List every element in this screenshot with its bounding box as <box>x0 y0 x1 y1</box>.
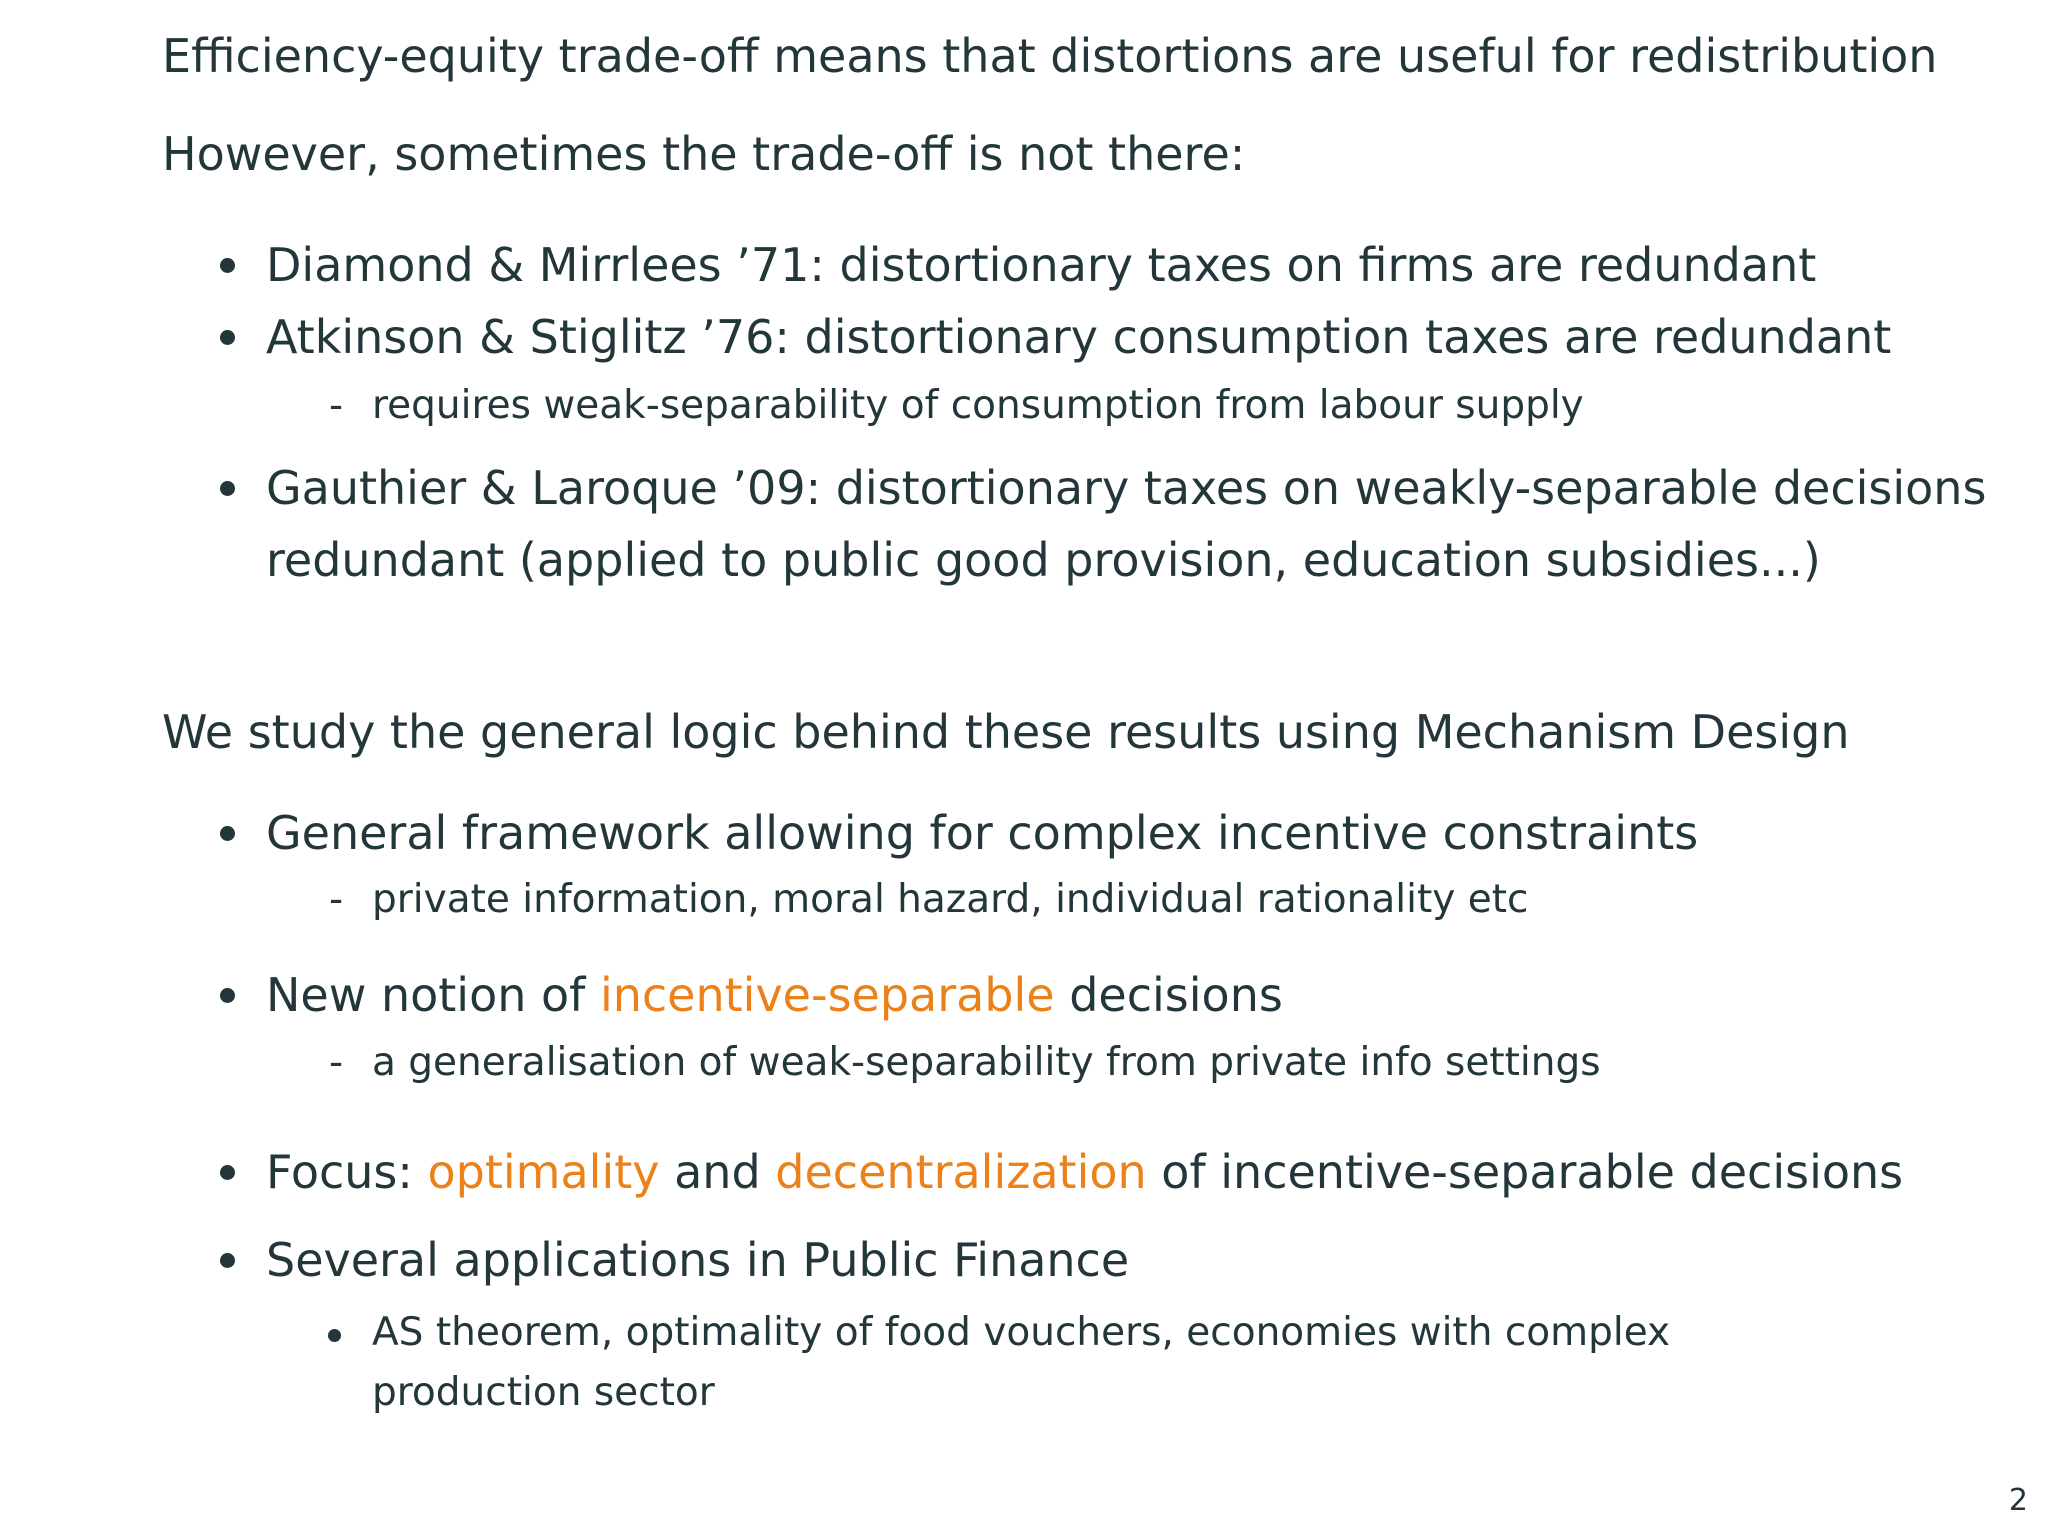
highlight-decentralization: decentralization <box>775 1145 1147 1199</box>
item-text: and <box>659 1145 776 1199</box>
bullet-icon <box>220 481 235 496</box>
item-text: of incentive-separable decisions <box>1146 1145 1904 1199</box>
bullet-icon <box>220 258 235 273</box>
highlight-incentive-separable: incentive-separable <box>599 968 1055 1022</box>
dash-icon: - <box>329 877 344 922</box>
sub-item-applications: AS theorem, optimality of food vouchers, economies with complex <box>372 1310 1671 1355</box>
sub-item-generalisation: a generalisation of weak-separability from private info settings <box>372 1040 1601 1085</box>
item-text: Focus: <box>266 1145 428 1199</box>
bullet-icon <box>220 1253 235 1268</box>
list-item-focus <box>266 1145 1904 1199</box>
page-number: 2 <box>2008 1483 2028 1518</box>
intro-line-1: Efficiency-equity trade-off means that distortions are useful for redistribution <box>162 29 1938 83</box>
sub-item-private-information: private information, moral hazard, individual rationality etc <box>372 877 1529 922</box>
bullet-icon <box>220 826 235 841</box>
bullet-icon <box>220 330 235 345</box>
sub-item-applications-cont: production sector <box>372 1370 715 1415</box>
list-item-diamond-mirrlees: Diamond & Mirrlees ’71: distortionary taxes on firms are redundant <box>266 238 1817 292</box>
list-item-applications: Several applications in Public Finance <box>266 1233 1130 1287</box>
intro-line-2: However, sometimes the trade-off is not there: <box>162 127 1246 181</box>
list-item-gauthier-laroque: Gauthier & Laroque ’09: distortionary taxes on weakly-separable decisions <box>266 461 1987 515</box>
highlight-optimality: optimality <box>427 1145 660 1199</box>
list-item-gauthier-laroque-cont: redundant (applied to public good provision, education subsidies...) <box>266 533 1821 587</box>
bullet-icon <box>220 988 235 1003</box>
list-item-general-framework: General framework allowing for complex incentive constraints <box>266 806 1699 860</box>
study-heading: We study the general logic behind these results using Mechanism Design <box>162 705 1850 759</box>
bullet-icon <box>328 1329 341 1342</box>
sub-item-weak-separability: requires weak-separability of consumption from labour supply <box>372 383 1584 428</box>
dash-icon: - <box>329 383 344 428</box>
item-text: decisions <box>1054 968 1283 1022</box>
list-item-new-notion <box>266 968 1283 1022</box>
dash-icon: - <box>329 1040 344 1085</box>
list-item-atkinson-stiglitz: Atkinson & Stiglitz ’76: distortionary consumption taxes are redundant <box>266 310 1892 364</box>
bullet-icon <box>220 1165 235 1180</box>
item-text: New notion of <box>266 968 600 1022</box>
